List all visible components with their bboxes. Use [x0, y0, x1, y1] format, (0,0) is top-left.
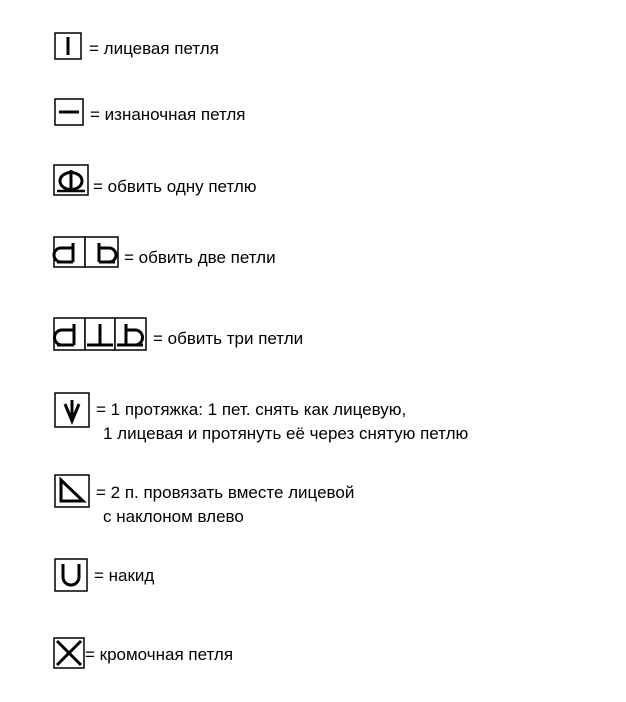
wrap-one-stitch-icon: [53, 164, 89, 196]
legend-label-pull-through-line2: 1 лицевая и протянуть её через снятую петлю: [103, 424, 469, 443]
legend-label-wrap-three: = обвить три петли: [153, 329, 304, 348]
legend-label-purl: = изнаночная петля: [90, 105, 246, 124]
legend-label-k2tog-left-line1: = 2 п. провязать вместе лицевой: [96, 483, 355, 502]
legend-label-yarn-over: = накид: [94, 566, 155, 585]
legend-label-edge-stitch: = кромочная петля: [85, 645, 234, 664]
purl-stitch-icon: [54, 98, 84, 126]
legend-label-knit: = лицевая петля: [89, 39, 219, 58]
yarn-over-icon: [54, 558, 88, 592]
edge-stitch-icon: [53, 637, 85, 669]
pull-through-icon: [54, 392, 90, 428]
legend-label-k2tog-left-line2: с наклоном влево: [103, 507, 244, 526]
wrap-two-stitches-icon: [53, 236, 119, 268]
legend-label-wrap-one: = обвить одну петлю: [93, 177, 257, 196]
legend-label-wrap-two: = обвить две петли: [124, 248, 276, 267]
wrap-three-stitches-icon: [53, 317, 147, 351]
k2tog-left-icon: [54, 474, 90, 508]
legend-label-pull-through-line1: = 1 протяжка: 1 пет. снять как лицевую,: [96, 400, 407, 419]
knit-stitch-icon: [54, 32, 82, 60]
